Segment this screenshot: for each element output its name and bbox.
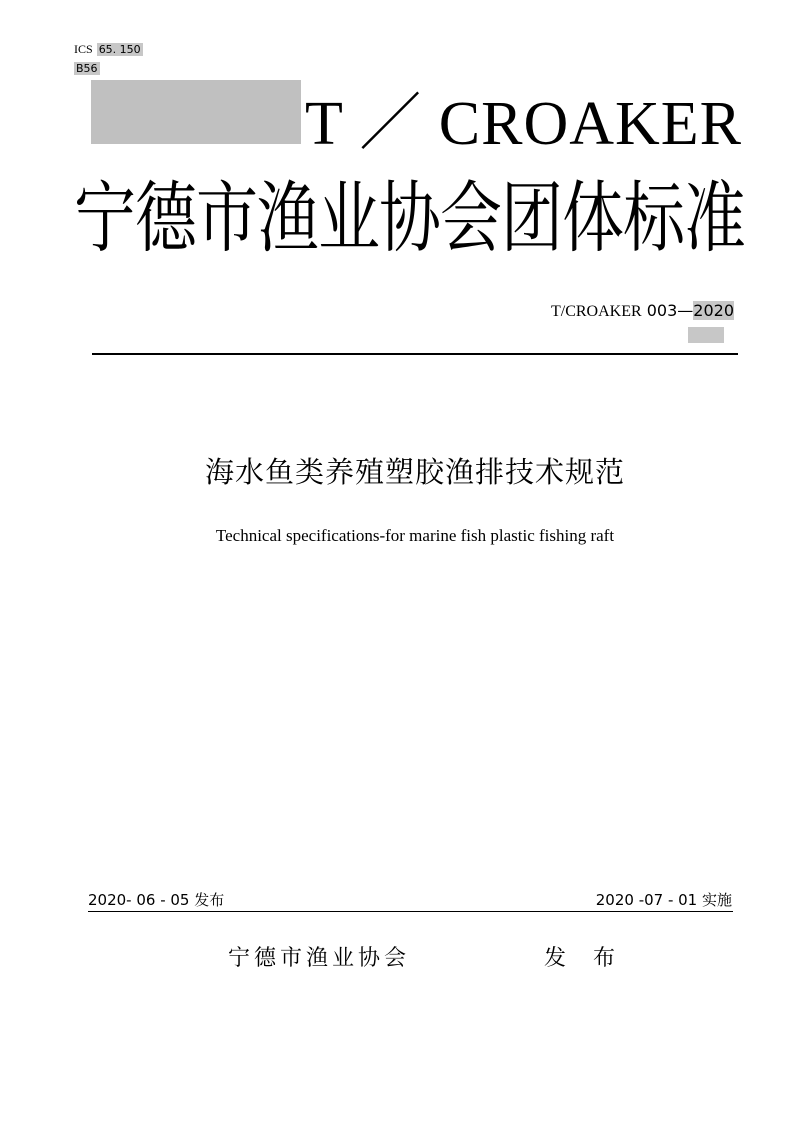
ics-classification [74,40,143,58]
standard-number-year: 2020 [693,301,734,320]
publisher-name: 宁德市渔业协会 [228,946,411,971]
publish-date: 2020- 06 - 05 发布 [88,891,225,909]
standard-number-prefix: T/CROAKER [550,303,642,320]
publish-label: 发 布 [544,946,625,971]
document-title-chinese: 海水鱼类养殖塑胶渔排技术规范 [204,455,625,489]
standard-mark: T ／ CROAKER [305,90,743,158]
ics-label: ICS [74,42,93,56]
effective-date: 2020 -07 - 01 实施 [595,891,732,909]
document-title-english: Technical specifications-for marine fish plastic fishing raft [215,526,615,545]
redacted-year-block [688,327,724,343]
ics-code: 65. 150 [98,43,141,56]
ccs-code: B56 [76,62,98,75]
ccs-classification [74,60,100,78]
redacted-logo-block [91,80,301,144]
standard-number-code: 003— [641,301,694,320]
standard-number [551,300,734,322]
header-divider [92,353,738,355]
footer-divider [88,911,733,912]
organization-standard-title: 宁德市渔业协会团体标准 [74,171,746,263]
